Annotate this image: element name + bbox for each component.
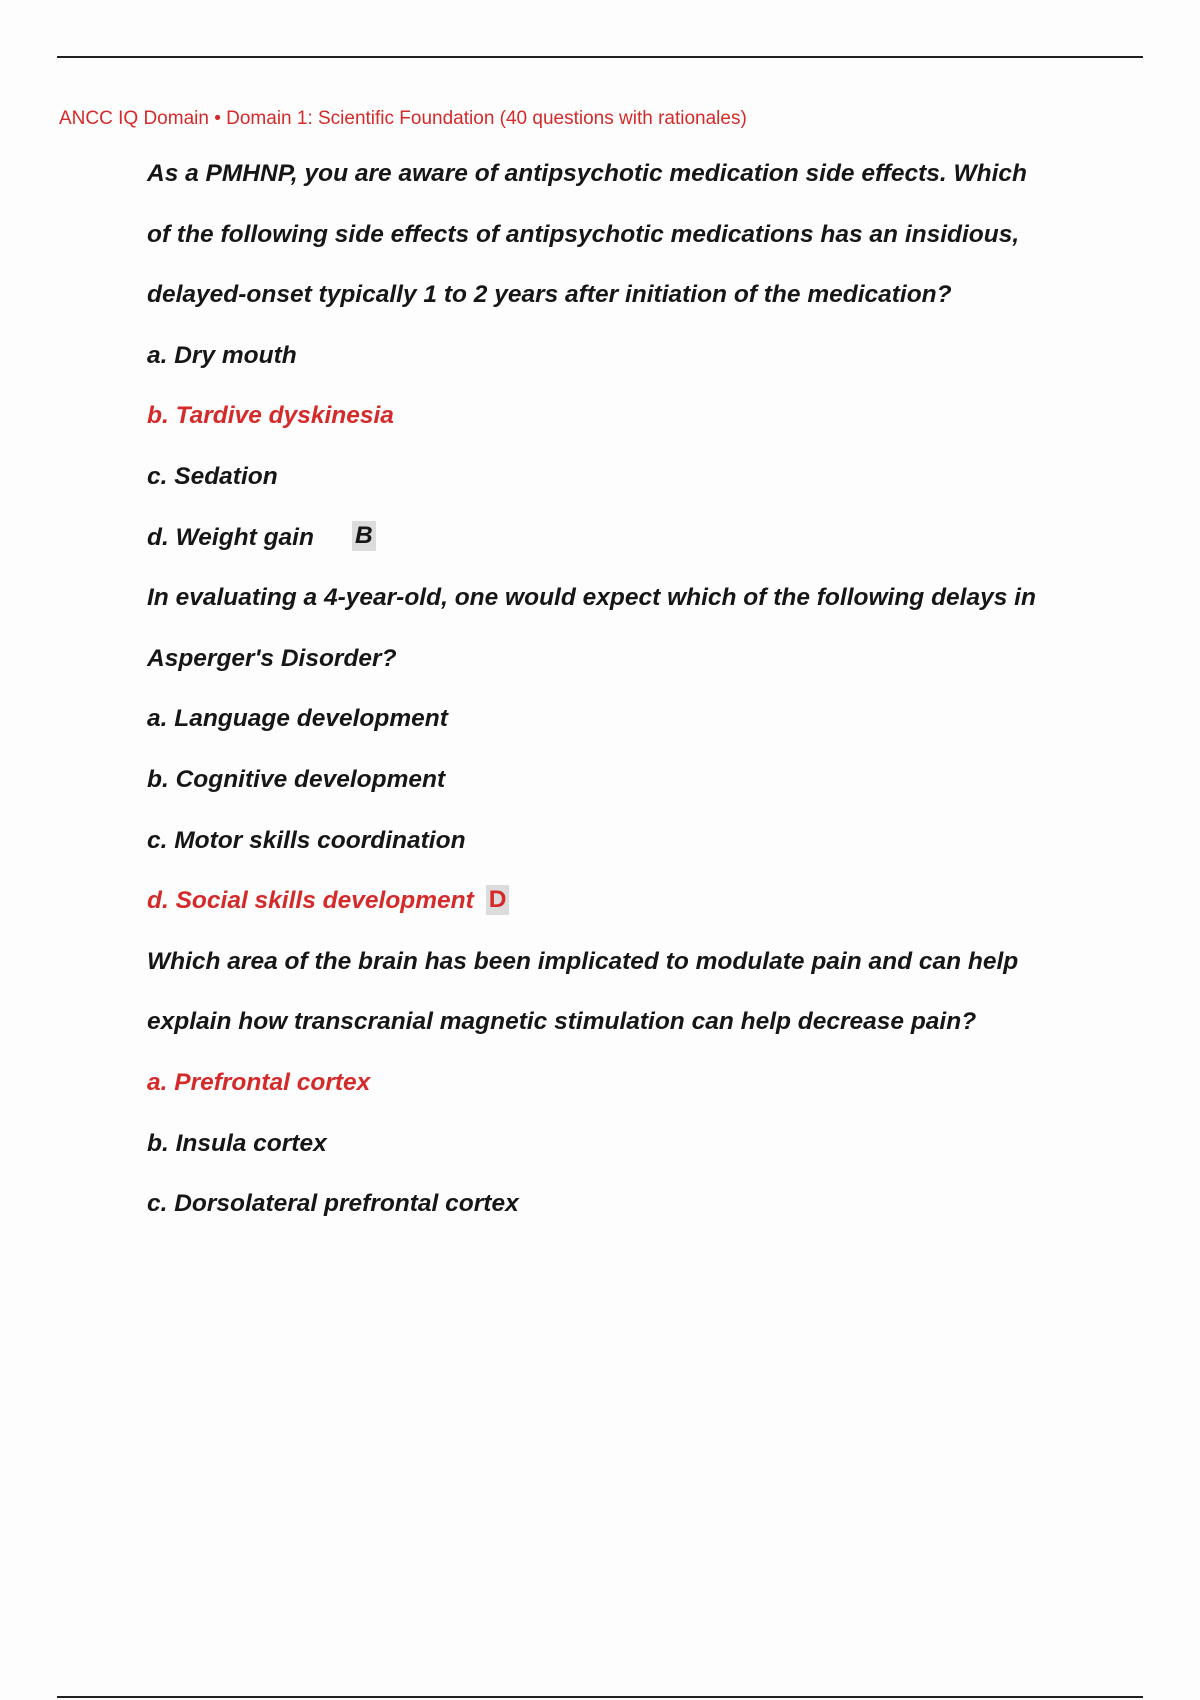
question-2-option-d-row	[147, 875, 1107, 936]
question-list	[147, 148, 1107, 1239]
question-1-option-a: a. Dry mouth	[147, 341, 297, 369]
question-1-answer-key: B	[352, 521, 376, 551]
question-2-stem-line-1: In evaluating a 4-year-old, one would expect which of the following delays in	[147, 584, 1036, 612]
question-2-option-c: c. Motor skills coordination	[147, 826, 466, 854]
question-3-option-a-correct: a. Prefrontal cortex	[147, 1068, 371, 1096]
question-3-option-b: b. Insula cortex	[147, 1129, 327, 1157]
question-1-stem-line-1: As a PMHNP, you are aware of antipsychotic medication side effects. Which	[147, 160, 1027, 187]
question-2-answer-key: D	[486, 885, 510, 915]
question-1-stem-line-2: of the following side effects of antipsychotic medications has an insidious,	[147, 220, 1020, 248]
question-1-stem-line-3: delayed-onset typically 1 to 2 years after initiation of the medication?	[147, 281, 952, 309]
question-1-option-b-correct: b. Tardive dyskinesia	[147, 402, 394, 430]
question-2-option-d-correct: d. Social skills development	[147, 887, 474, 915]
question-1-option-d: d. Weight gain	[147, 523, 314, 551]
question-3-option-c: c. Dorsolateral prefrontal cortex	[147, 1190, 519, 1218]
question-3-stem-line-1: Which area of the brain has been implicated to modulate pain and can help	[147, 947, 1019, 975]
question-2-stem-line-2: Asperger's Disorder?	[147, 644, 397, 672]
question-1-option-d-row	[147, 512, 1107, 573]
bottom-divider	[57, 1696, 1143, 1698]
question-2-option-a: a. Language development	[147, 705, 448, 733]
question-2-option-b: b. Cognitive development	[147, 765, 446, 793]
page-header: ANCC IQ Domain • Domain 1: Scientific Foundation (40 questions with rationales)	[59, 108, 747, 129]
question-1-option-c: c. Sedation	[147, 462, 278, 490]
question-3-stem-line-2: explain how transcranial magnetic stimulation can help decrease pain?	[147, 1008, 977, 1036]
top-divider	[57, 56, 1143, 58]
